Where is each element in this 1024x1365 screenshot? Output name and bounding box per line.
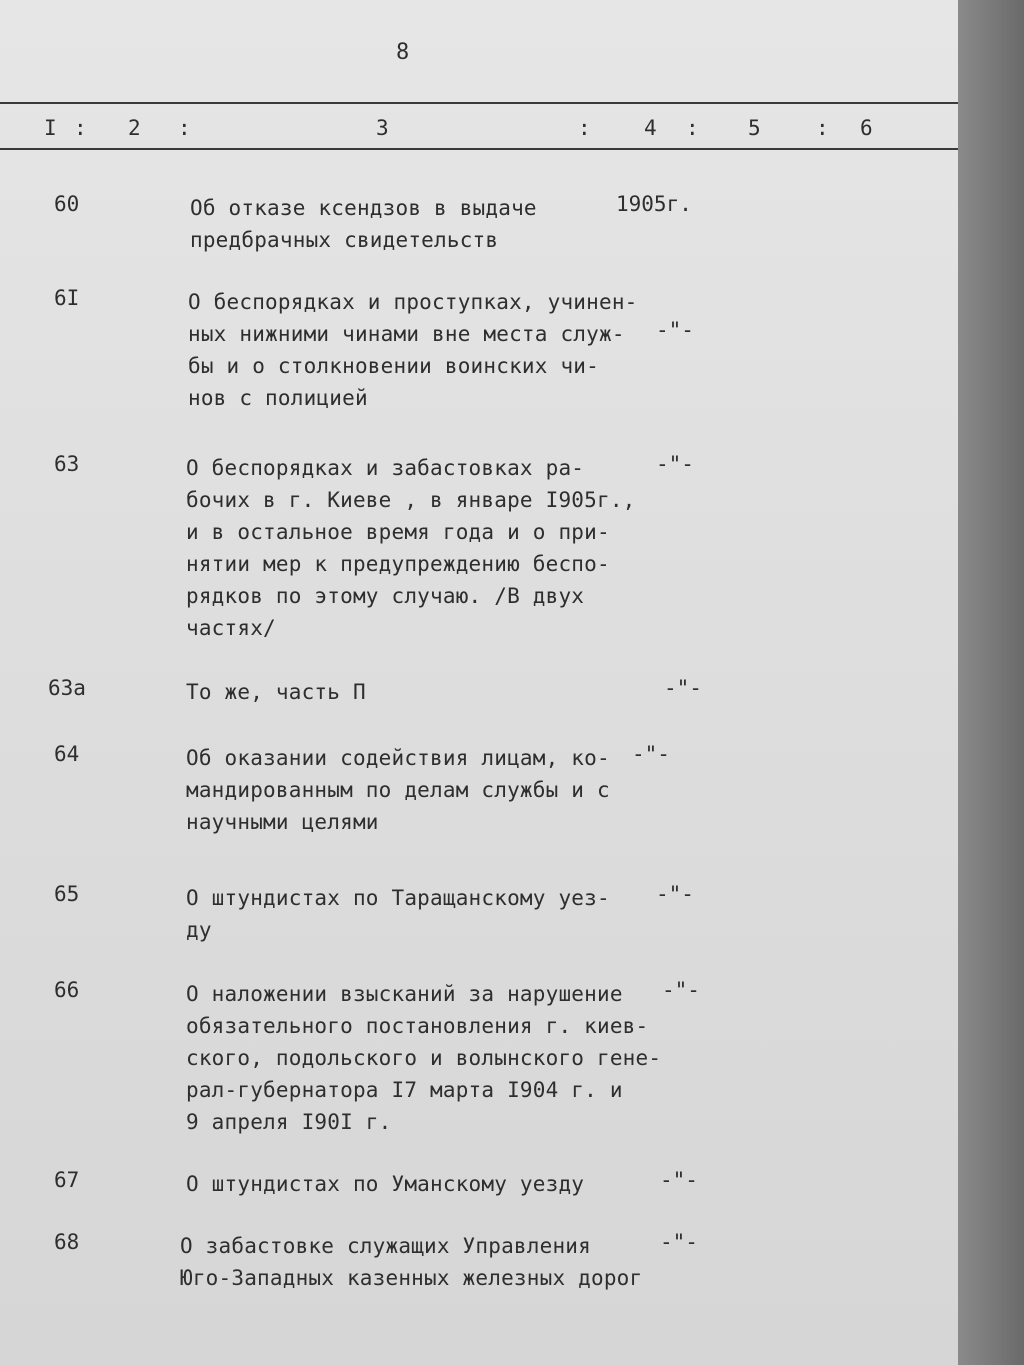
entry-number: 63 (54, 452, 80, 476)
column-header-2: 2 (128, 116, 141, 140)
entry-number: 66 (54, 978, 80, 1002)
column-separator: : (74, 116, 87, 140)
column-header-3: 3 (376, 116, 389, 140)
column-separator: : (686, 116, 699, 140)
entry-ditto: -"- (664, 676, 702, 700)
header-rule-bottom (0, 148, 958, 150)
entry-ditto: -"- (656, 882, 694, 906)
column-separator: : (816, 116, 829, 140)
entry-ditto: -"- (656, 452, 694, 476)
entry-number: 67 (54, 1168, 80, 1192)
entry-number: 60 (54, 192, 80, 216)
entry-ditto: -"- (660, 1230, 698, 1254)
column-header-4: 4 (644, 116, 657, 140)
column-separator: : (578, 116, 591, 140)
entry-number: 63а (48, 676, 86, 700)
entry-text: О штундистах по Таращанскому уез- ду (186, 886, 610, 942)
page-shadow-edge (958, 0, 1024, 1365)
entry-text: О наложении взысканий за нарушение обязательного постановления г. киев- ского, подольского и волынского гене- рал-губернатора I7 марта I904 г. и 9 апреля I90I г. (186, 982, 662, 1134)
entry-ditto: -"- (662, 978, 700, 1002)
page-number: 8 (396, 40, 410, 65)
entry-text: То же, часть П (186, 680, 366, 704)
column-header-6: 6 (860, 116, 873, 140)
entry-number: 68 (54, 1230, 80, 1254)
entry-ditto: -"- (656, 318, 694, 342)
column-header-1: I (44, 116, 57, 140)
header-rule-top (0, 102, 958, 104)
entry-ditto: -"- (660, 1168, 698, 1192)
entry-text: О беспорядках и проступках, учинен- ных нижними чинами вне места служ- бы и о столкновении воинских чи- нов с полицией (188, 290, 638, 410)
column-header-5: 5 (748, 116, 761, 140)
entry-text: О забастовке служащих Управления Юго-Западных казенных железных дорог (180, 1234, 643, 1290)
entry-text: О беспорядках и забастовках ра- бочих в г. Киеве , в январе I905г., и в остальное время года и о при- нятии мер к предупреждению беспо- рядков по этому случаю. /В двух частях/ (186, 456, 636, 640)
entry-text: Об оказании содействия лицам, ко- мандированным по делам службы и с научными целями (186, 746, 610, 834)
entry-date: 1905г. (616, 192, 692, 216)
entry-text: Об отказе ксендзов в выдаче предбрачных свидетельств (190, 196, 537, 252)
entry-ditto: -"- (632, 742, 670, 766)
column-separator: : (178, 116, 191, 140)
entry-text: О штундистах по Уманскому уезду (186, 1172, 585, 1196)
entry-number: 65 (54, 882, 80, 906)
entry-number: 64 (54, 742, 80, 766)
entry-number: 6I (54, 286, 80, 310)
